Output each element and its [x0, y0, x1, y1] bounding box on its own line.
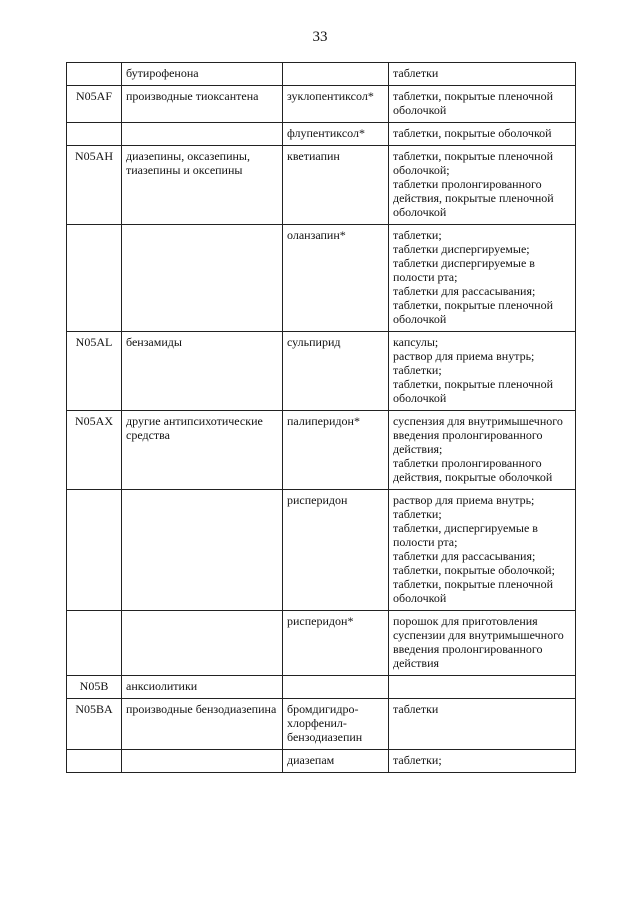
atc-code-cell	[67, 490, 122, 611]
dosage-form-cell: суспензия для внутримышечного введения пролонгированного действия; таблетки пролонгированного действия, покрытые оболочкой	[389, 411, 576, 490]
atc-code-cell: N05B	[67, 676, 122, 699]
table-row	[67, 225, 576, 332]
group-cell: производные тиоксантена	[122, 86, 283, 123]
atc-code-cell	[67, 225, 122, 332]
atc-code-cell	[67, 123, 122, 146]
drug-name-cell: рисперидон*	[283, 611, 389, 676]
group-cell: другие антипсихотические средства	[122, 411, 283, 490]
table-row	[67, 86, 576, 123]
group-cell	[122, 225, 283, 332]
page-number: 33	[312, 29, 328, 45]
group-cell	[122, 123, 283, 146]
drug-name-cell: рисперидон	[283, 490, 389, 611]
atc-code-cell	[67, 63, 122, 86]
drug-name-cell	[283, 63, 389, 86]
drug-name-cell: диазепам	[283, 750, 389, 773]
group-cell: бензамиды	[122, 332, 283, 411]
atc-code-cell: N05BA	[67, 699, 122, 750]
group-cell: производные бензодиазепина	[122, 699, 283, 750]
dosage-form-cell: капсулы; раствор для приема внутрь; таблетки; таблетки, покрытые пленочной оболочкой	[389, 332, 576, 411]
group-cell: бутирофенона	[122, 63, 283, 86]
group-cell	[122, 611, 283, 676]
dosage-form-cell: порошок для приготовления суспензии для внутримышечного введения пролонгированного действия	[389, 611, 576, 676]
drug-name-cell: сульпирид	[283, 332, 389, 411]
atc-code-cell: N05AH	[67, 146, 122, 225]
table-row	[67, 490, 576, 611]
dosage-form-cell: таблетки; таблетки диспергируемые; таблетки диспергируемые в полости рта; таблетки для рассасывания; таблетки, покрытые пленочной оболочкой	[389, 225, 576, 332]
group-cell	[122, 490, 283, 611]
dosage-form-cell: таблетки;	[389, 750, 576, 773]
table-row	[67, 123, 576, 146]
table-row	[67, 611, 576, 676]
drug-name-cell: бромдигидро- хлорфенил- бензодиазепин	[283, 699, 389, 750]
atc-code-cell	[67, 611, 122, 676]
table-row	[67, 411, 576, 490]
table-row	[67, 750, 576, 773]
table-row	[67, 699, 576, 750]
atc-code-cell: N05AX	[67, 411, 122, 490]
dosage-form-cell: таблетки	[389, 699, 576, 750]
table-row	[67, 146, 576, 225]
dosage-form-cell	[389, 676, 576, 699]
group-cell: диазепины, оксазепины, тиазепины и оксепины	[122, 146, 283, 225]
table-row	[67, 332, 576, 411]
drug-table	[66, 62, 576, 773]
dosage-form-cell: раствор для приема внутрь; таблетки; таблетки, диспергируемые в полости рта; таблетки для рассасывания; таблетки, покрытые оболочкой; таблетки, покрытые пленочной оболочкой	[389, 490, 576, 611]
drug-name-cell: палиперидон*	[283, 411, 389, 490]
dosage-form-cell: таблетки	[389, 63, 576, 86]
atc-code-cell: N05AL	[67, 332, 122, 411]
dosage-form-cell: таблетки, покрытые оболочкой	[389, 123, 576, 146]
atc-code-cell: N05AF	[67, 86, 122, 123]
group-cell: анксиолитики	[122, 676, 283, 699]
drug-name-cell: оланзапин*	[283, 225, 389, 332]
dosage-form-cell: таблетки, покрытые пленочной оболочкой; таблетки пролонгированного действия, покрытые пленочной оболочкой	[389, 146, 576, 225]
drug-name-cell: кветиапин	[283, 146, 389, 225]
group-cell	[122, 750, 283, 773]
dosage-form-cell: таблетки, покрытые пленочной оболочкой	[389, 86, 576, 123]
table-row	[67, 63, 576, 86]
drug-name-cell: флупентиксол*	[283, 123, 389, 146]
table-row	[67, 676, 576, 699]
drug-name-cell: зуклопентиксол*	[283, 86, 389, 123]
atc-code-cell	[67, 750, 122, 773]
drug-name-cell	[283, 676, 389, 699]
